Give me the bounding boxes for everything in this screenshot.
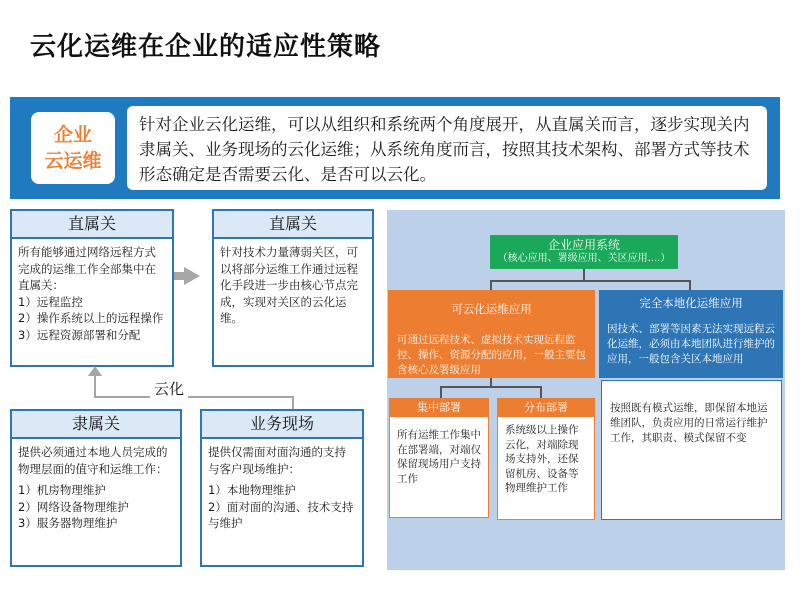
distributed-body: 系统级以上操作云化，对端除现场支持外，还保留机房、设备等物理维护工作 [505, 424, 579, 494]
connector-line [490, 280, 492, 290]
app-system-sub: （核心应用、署级应用、关区应用....） [497, 253, 671, 264]
badge-line2: 云运维 [44, 150, 102, 172]
direct-left-intro: 所有能够通过网络远程方式完成的运维工作全部集中在直属关： [18, 245, 156, 292]
direct-right-body: 针对技术力量薄弱关区，可以将部分运维工作通过远程化手段进一步由核心节点完成，实现对关区的云化运维。 [220, 245, 358, 325]
local-app-body: 因技术、部署等因素无法实现远程云化运维，必须由本地团队进行维护的应用，一般包含关区本地应用 [607, 323, 775, 365]
connector-line [440, 386, 540, 388]
field-body [202, 439, 362, 537]
field-intro: 提供仅需面对面沟通的支持与客户现场维护： [208, 445, 346, 476]
connector-line [540, 386, 542, 398]
distributed-title: 分布部署 [498, 399, 594, 417]
local-app-title: 完全本地化运维应用 [639, 296, 743, 310]
direct-left-body [12, 239, 172, 348]
badge-line1: 企业 [53, 124, 92, 146]
banner-text: 针对企业云化运维，可以从组织和系统两个角度展开，从直属关而言，逐步实现关内隶属关、业务现场的云化运维；从系统角度而言，按照其技术架构、部署方式等技术形态确定是否需要云化、是否可以云化。 [127, 106, 767, 190]
connector-line [490, 378, 492, 386]
connector-line [94, 396, 294, 398]
cloud-app-body: 可通过远程技术、虚拟技术实现远程监控、操作、资源分配的应用，一般主要包含核心及署级应用 [397, 334, 586, 376]
field-item: 2）面对面的沟通、技术支持与维护 [208, 499, 354, 530]
subordinate-box [10, 409, 182, 567]
local-detail-body: 按照既有模式运维，即保留本地运维团队，负责应用的日常运行维护工作，其职责、模式保留不变 [610, 402, 768, 444]
local-app-node [599, 290, 783, 378]
subordinate-intro: 提供必须通过本地人员完成的物理层面的值守和运维工作： [18, 445, 168, 476]
cloud-app-node [388, 290, 595, 378]
direct-right-box [212, 209, 374, 367]
connector-line [689, 280, 691, 290]
local-detail-node [601, 380, 782, 520]
centralized-node [389, 398, 489, 518]
direct-left-item: 1）远程监控 [18, 294, 83, 309]
page-title: 云化运维在企业的适应性策略 [30, 32, 382, 62]
field-item: 1）本地物理维护 [208, 483, 296, 497]
subordinate-item: 3）服务器物理维护 [18, 516, 118, 530]
distributed-node [497, 398, 595, 520]
connector-line [292, 396, 294, 410]
app-system-title: 企业应用系统 [547, 238, 620, 252]
banner-badge [31, 112, 115, 184]
centralized-title: 集中部署 [390, 399, 488, 417]
connector-line [490, 280, 690, 282]
cloud-label: 云化 [150, 378, 188, 399]
direct-left-head: 直属关 [12, 211, 172, 239]
direct-left-box [10, 209, 174, 367]
centralized-body: 所有运维工作集中在部署端，对端仅保留现场用户支持工作 [397, 429, 481, 485]
connector-line [440, 386, 442, 398]
field-head: 业务现场 [202, 411, 362, 439]
subordinate-body [12, 439, 180, 537]
connector-line [94, 374, 96, 398]
field-box [200, 409, 364, 567]
direct-left-item: 2）操作系统以上的远程操作 [18, 311, 164, 325]
subordinate-item: 1）机房物理维护 [18, 483, 106, 497]
subordinate-item: 2）网络设备物理维护 [18, 499, 129, 514]
connector-line [583, 269, 585, 280]
right-arrow-icon [184, 267, 200, 285]
cloud-app-title: 可云化运维应用 [451, 302, 532, 316]
direct-left-item: 3）远程资源部署和分配 [18, 327, 141, 342]
app-system-node [490, 235, 678, 269]
subordinate-head: 隶属关 [12, 411, 180, 439]
direct-right-head: 直属关 [214, 211, 372, 239]
